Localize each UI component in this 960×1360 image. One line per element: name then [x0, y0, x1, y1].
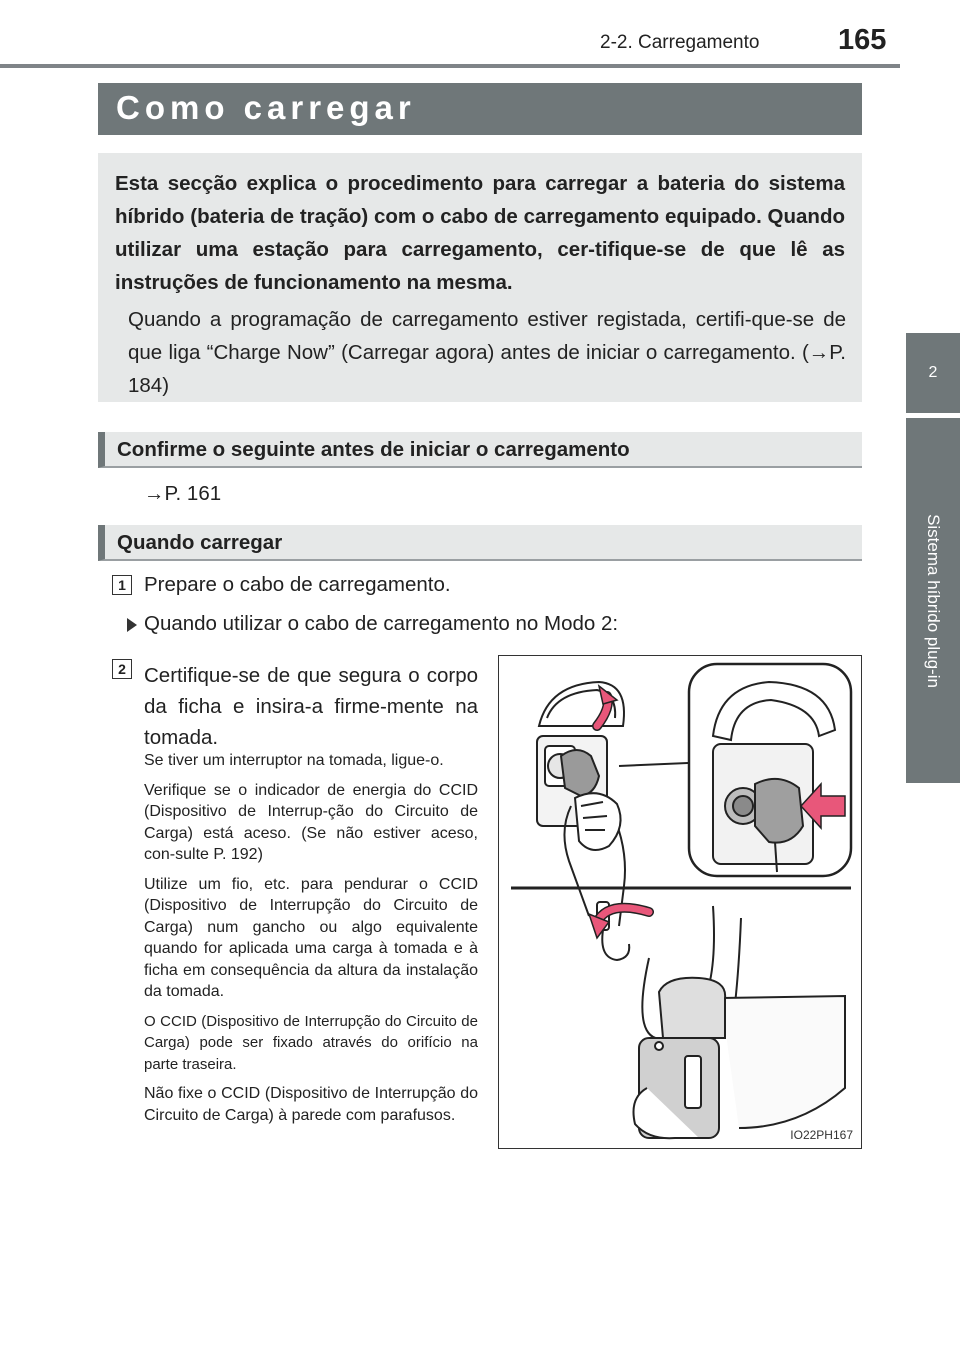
- charging-illustration: [498, 655, 862, 1149]
- chapter-number: 2: [928, 364, 938, 381]
- note-hang-ccid: Utilize um fio, etc. para pendurar o CCID (Dispositivo de Interrupção do Circuito de Carga) num gancho ou algo equivalente quando for aplicada uma carga à tomada e à ficha em consequência da altura da instalação da tomada.: [144, 875, 478, 1000]
- step-2-notes: [144, 750, 478, 1134]
- note-no-screws: Não fixe o CCID (Dispositivo de Interrupção do Circuito de Carga) à parede com parafusos.: [144, 1085, 478, 1124]
- header-section-title: 2-2. Carregamento: [600, 32, 760, 53]
- intro-box: [98, 153, 862, 402]
- step-1-number: 1: [112, 575, 132, 595]
- step-2-number: 2: [112, 659, 132, 679]
- subheading-confirm: [98, 432, 862, 468]
- page-title-bar: [98, 83, 862, 135]
- page-number: 165: [838, 24, 887, 56]
- confirm-page-reference[interactable]: →P. 161: [144, 482, 222, 505]
- chapter-title: Sistema híbrido plug-in: [924, 513, 943, 688]
- chapter-tab-number: [906, 333, 960, 413]
- substep-mode2-text: Quando utilizar o cabo de carregamento no Modo 2:: [144, 612, 619, 635]
- note-indicator: Verifique se o indicador de energia do CCID (Dispositivo de Interrup-ção do Circuito de Carga) está aceso. (Se não estiver aceso, con-sulte P. 192): [144, 781, 478, 863]
- note-fix-hole: O CCID (Dispositivo de Interrupção do Circuito de Carga) pode ser fixado através do orifício na parte traseira.: [144, 1012, 478, 1073]
- page-title: Como carregar: [116, 89, 416, 126]
- subheading-when-charging: [98, 525, 862, 561]
- intro-note-text: Quando a programação de carregamento estiver registada, certifi-que-se de que liga “Charge Now” (Carregar agora) antes de iniciar o carregamento. (→P. 184): [128, 308, 846, 397]
- triangle-bullet-icon: [126, 617, 138, 638]
- subheading-confirm-text: Confirme o seguinte antes de iniciar o carregamento: [117, 438, 630, 461]
- figure-code: IO22PH167: [790, 1128, 853, 1142]
- note-switch: Se tiver um interruptor na tomada, ligue-o.: [144, 752, 444, 769]
- subheading-when-charging-text: Quando carregar: [117, 531, 283, 554]
- step-2-text: Certifique-se de que segura o corpo da ficha e insira-a firme-mente na tomada.: [144, 664, 478, 749]
- chapter-tab-label: [906, 418, 960, 783]
- header-rule: [0, 64, 900, 68]
- intro-bold-text: Esta secção explica o procedimento para carregar a bateria do sistema híbrido (bateria de tração) com o cabo de carregamento equipado. Quando utilizar uma estação para carregamento, cer-tifique-se de que lê as instruções de funcionamento na mesma.: [115, 172, 845, 294]
- step-1-text: Prepare o cabo de carregamento.: [144, 573, 451, 596]
- ccid-hook-illustration: [499, 888, 860, 1146]
